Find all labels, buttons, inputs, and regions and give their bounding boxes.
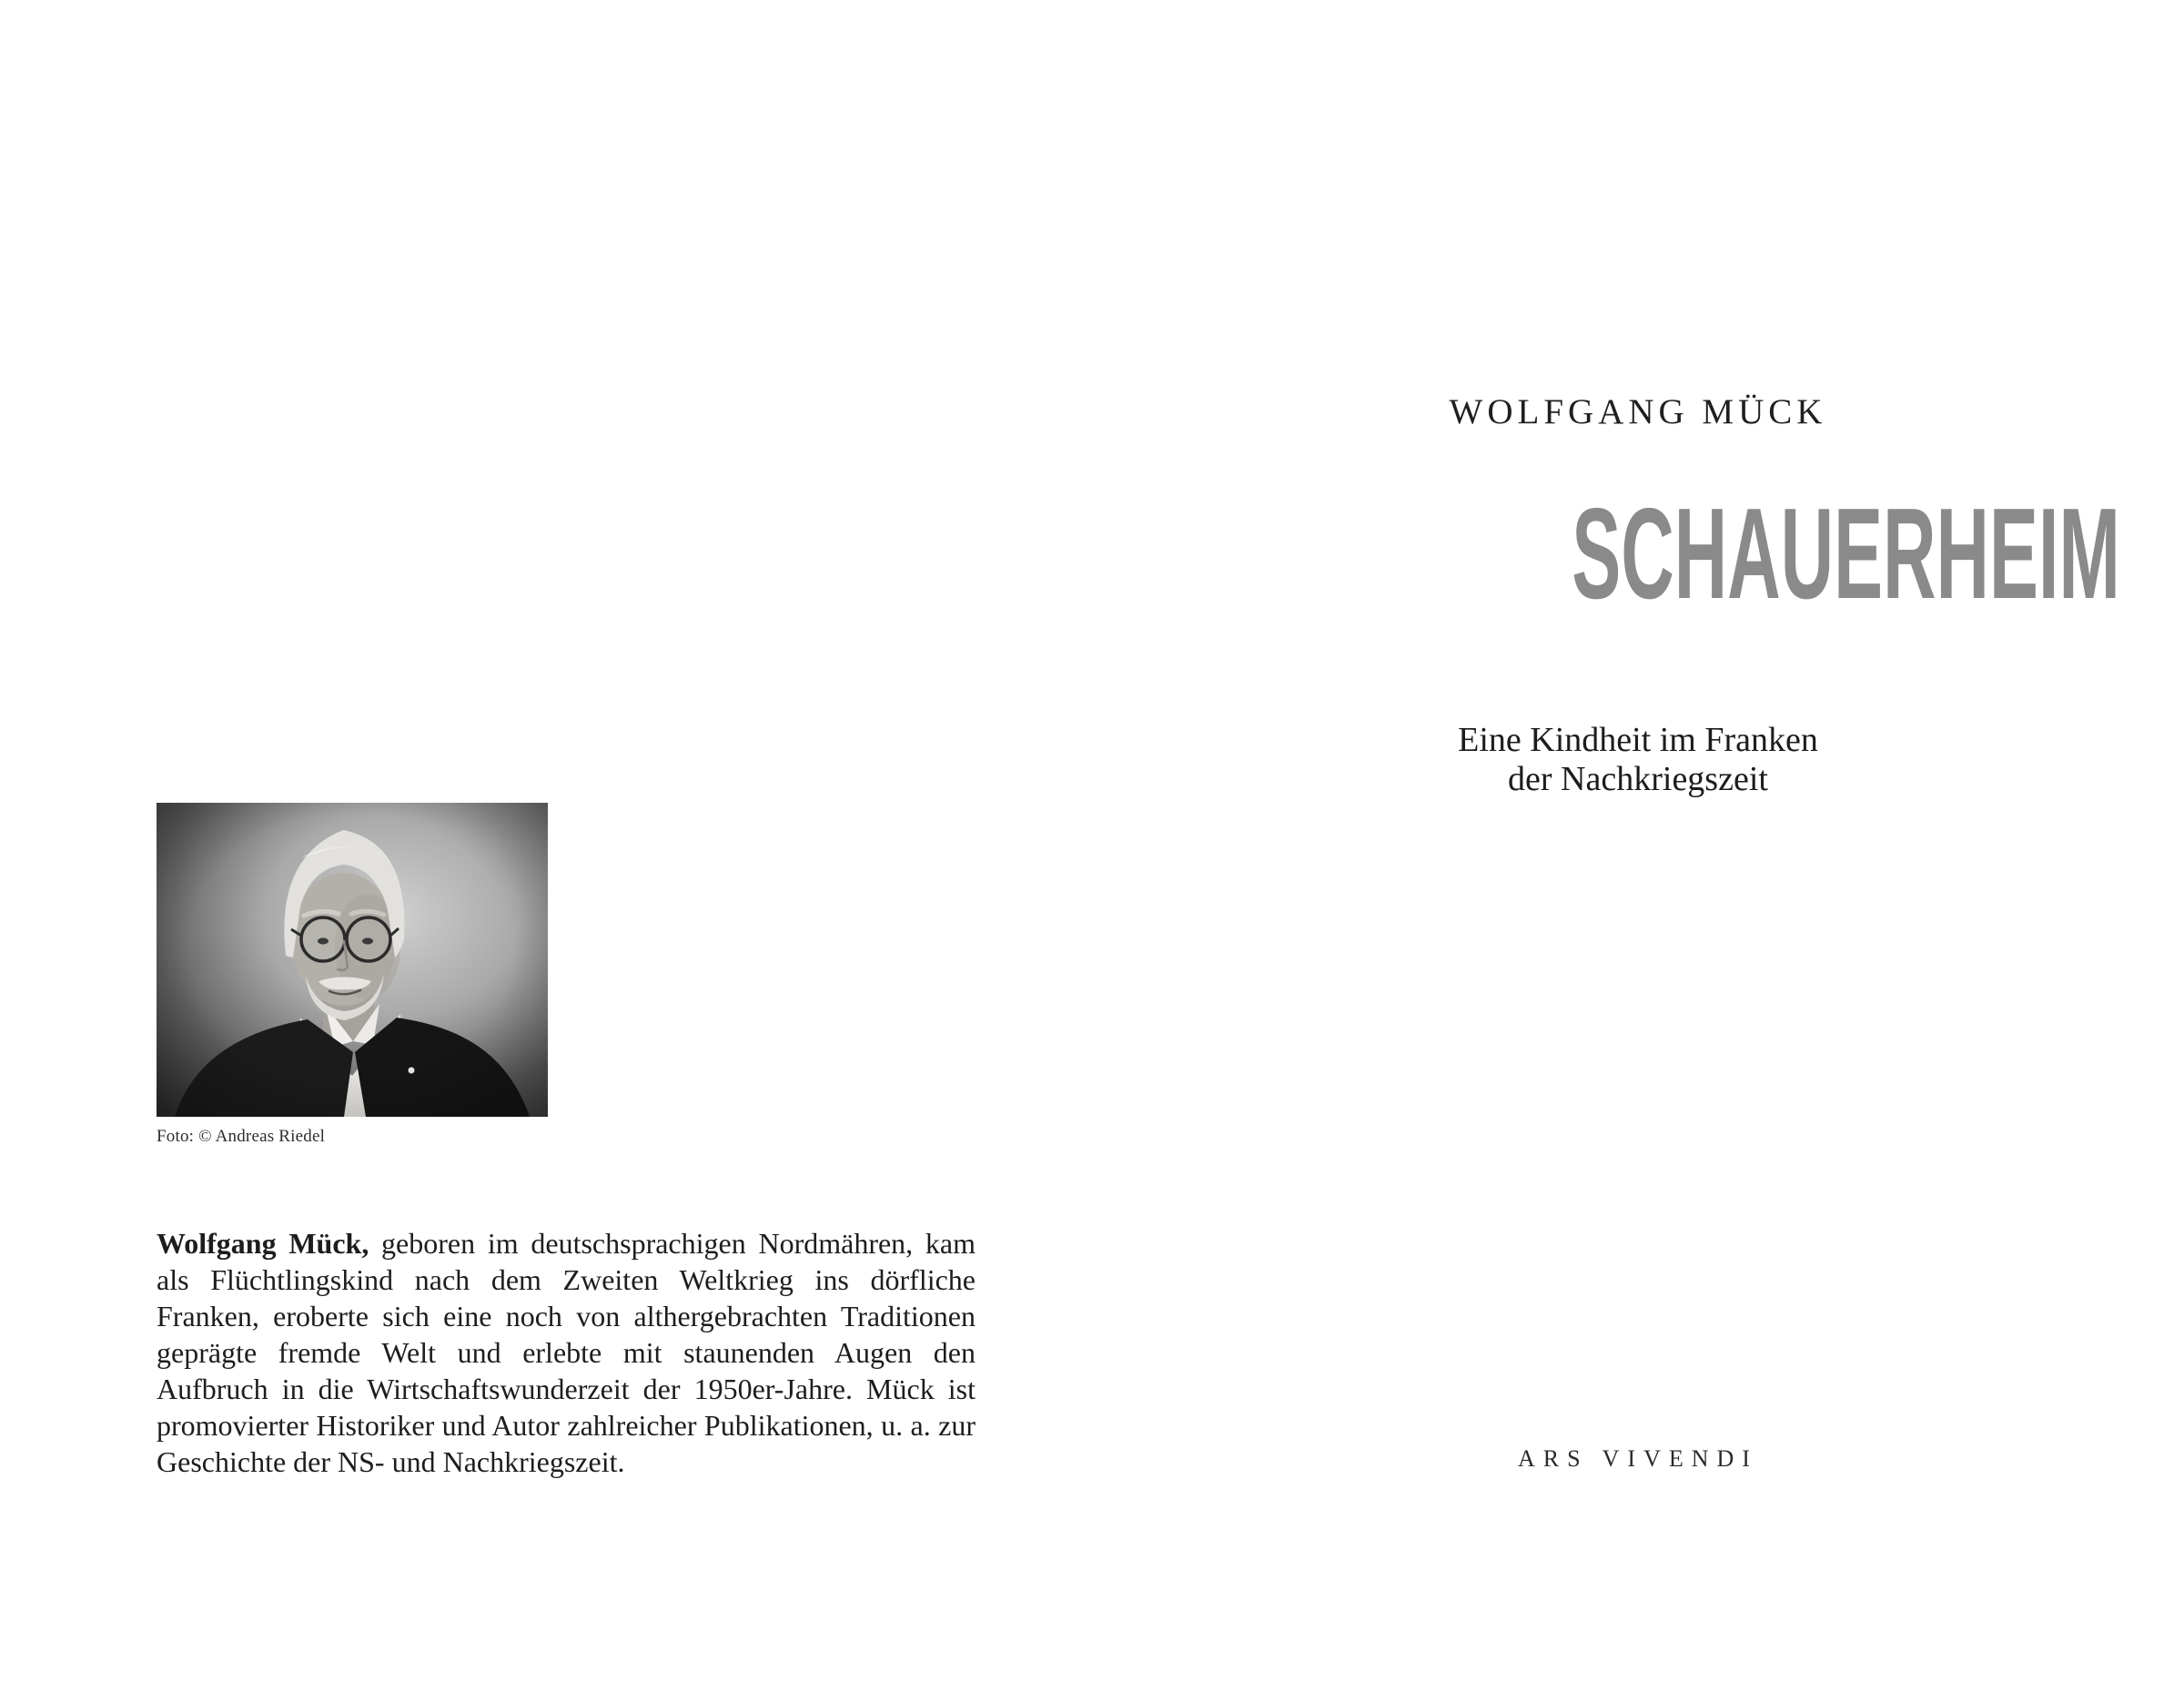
author-bio-text: geboren im deutschsprachigen Nordmähren, kam als Flüchtlingskind nach dem Zweiten Weltkrieg ins dörfliche Franken, eroberte sich eine noch von althergebrachten Traditionen geprägte fremde Welt und erlebte mit staunenden Augen den Aufbruch in die Wirtschaftswunderzeit der 1950er-Jahre. Mück ist promovierter Historiker und Autor zahlreicher Publikationen, u. a. zur Geschichte der NS- und Nachkriegszeit.: [157, 1227, 976, 1478]
book-title-text: SCHAUERHEIM: [1572, 481, 2120, 626]
author-bio-lead: Wolfgang Mück,: [157, 1227, 369, 1260]
publisher-name: ARS VIVENDI: [1518, 1445, 1758, 1472]
portrait-illustration: [157, 803, 548, 1117]
subtitle-line-2: der Nachkriegszeit: [1508, 760, 1768, 798]
author-photo: [157, 803, 548, 1117]
author-name: WOLFGANG MÜCK: [1449, 392, 1827, 431]
author-bio: [157, 1225, 976, 1480]
photo-credit: Foto: © Andreas Riedel: [157, 1127, 326, 1146]
right-page: [1092, 0, 2184, 1692]
book-subtitle: [1365, 721, 1911, 799]
subtitle-line-1: Eine Kindheit im Franken: [1458, 721, 1818, 759]
book-title: [1365, 481, 2120, 626]
